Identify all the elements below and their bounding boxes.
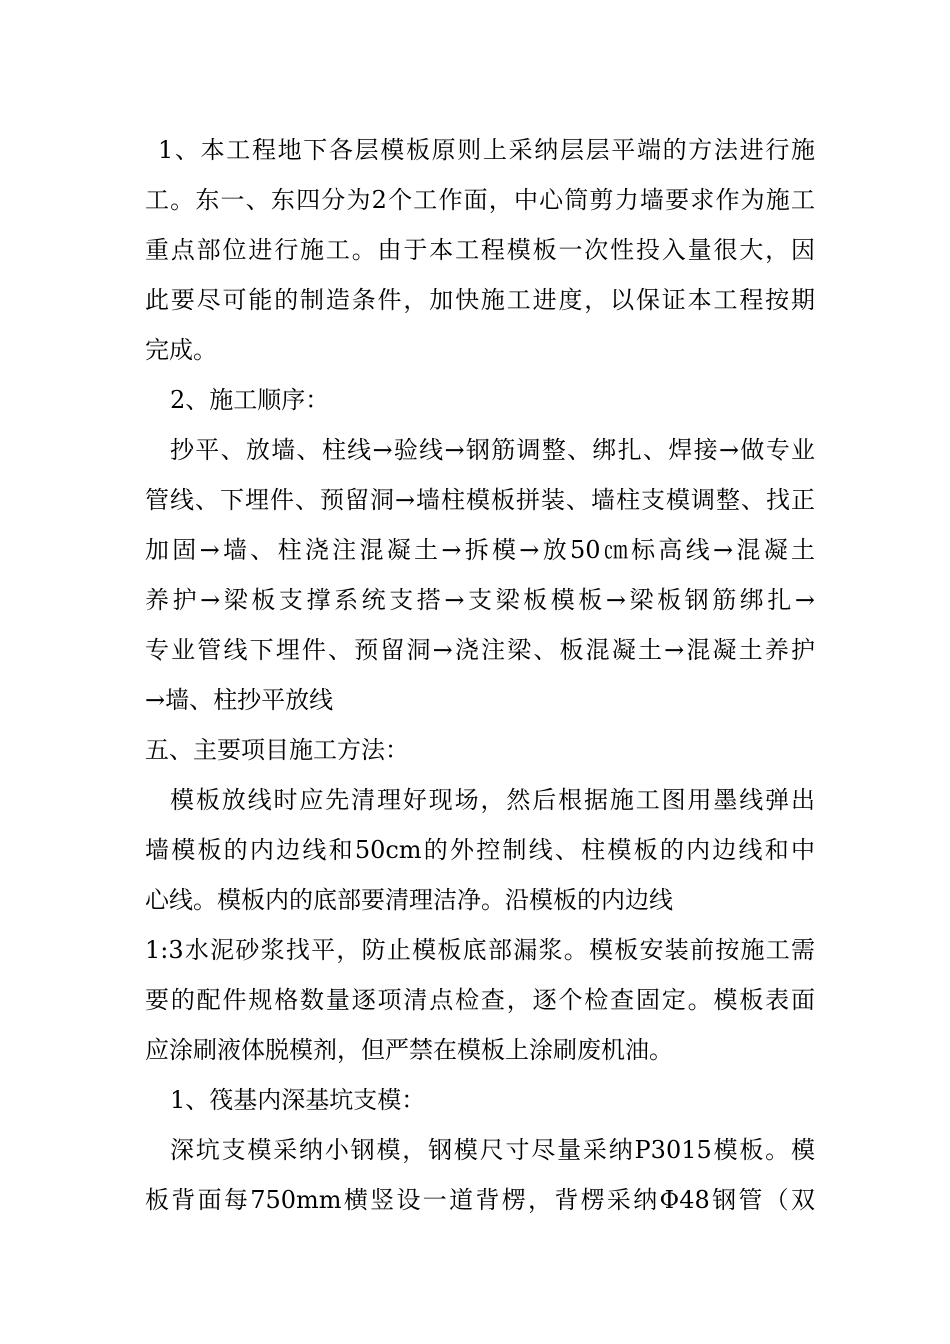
paragraph-line: 要的配件规格数量逐项清点检查，逐个检查固定。模板表面: [145, 986, 815, 1014]
paragraph-line: 重点部位进行施工。由于本工程模板一次性投入量很大，因: [145, 236, 815, 264]
paragraph-line: 加固→墙、柱浇注混凝土→拆模→放50㎝标高线→混凝土: [145, 536, 815, 564]
paragraph-line: →墙、柱抄平放线: [145, 686, 334, 714]
paragraph-line: 1:3水泥砂浆找平，防止模板底部漏浆。模板安装前按施工需: [145, 936, 815, 964]
paragraph-line: 墙模板的内边线和50cm的外控制线、柱模板的内边线和中: [145, 836, 815, 864]
paragraph-line: 板背面每750mm横竖设一道背楞，背楞采纳Φ48钢管（双: [145, 1186, 815, 1214]
paragraph-line: 养护→梁板支撑系统支搭→支梁板模板→梁板钢筋绑扎→: [145, 586, 815, 614]
section-heading: 五、主要项目施工方法：: [145, 736, 409, 764]
paragraph-line: 模板放线时应先清理好现场，然后根据施工图用墨线弹出: [170, 786, 815, 814]
paragraph-line: 工。东一、东四分为2个工作面，中心筒剪力墙要求作为施工: [145, 186, 815, 214]
section-heading: 2、施工顺序：: [170, 386, 330, 414]
paragraph-line: 专业管线下埋件、预留洞→浇注梁、板混凝土→混凝土养护: [145, 636, 815, 664]
paragraph-line: 管线、下埋件、预留洞→墙柱模板拼装、墙柱支模调整、找正: [145, 486, 815, 514]
paragraph-line: 深坑支模采纳小钢模，钢模尺寸尽量采纳P3015模板。模: [170, 1136, 815, 1164]
paragraph-line: 完成。: [145, 336, 217, 364]
paragraph-line: 抄平、放墙、柱线→验线→钢筋调整、绑扎、焊接→做专业: [170, 436, 815, 464]
paragraph-line: 1、本工程地下各层模板原则上采纳层层平端的方法进行施: [158, 136, 815, 164]
section-heading: 1、筏基内深基坑支模：: [170, 1086, 426, 1114]
paragraph-line: 此要尽可能的制造条件，加快施工进度，以保证本工程按期: [145, 286, 815, 314]
paragraph-line: 心线。模板内的底部要清理洁净。沿模板的内边线: [145, 886, 673, 914]
paragraph-line: 应涂刷液体脱模剂，但严禁在模板上涂刷废机油。: [145, 1036, 673, 1064]
